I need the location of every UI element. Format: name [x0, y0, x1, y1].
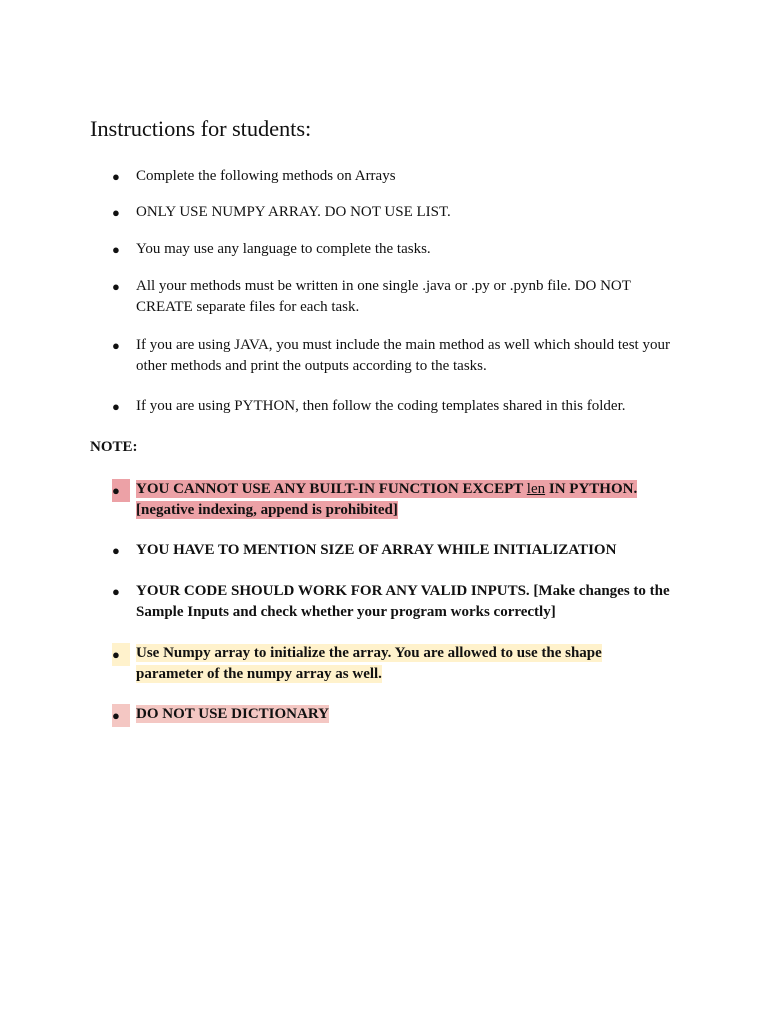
bullet-icon: ● — [112, 169, 120, 184]
list-item — [112, 479, 672, 521]
bullet-icon: ● — [112, 399, 120, 414]
list-item — [112, 704, 672, 725]
note-numpy — [136, 643, 672, 685]
instruction-text: If you are using JAVA, you must include the main method as well which should test your other methods and print the outputs according to the tasks. — [136, 337, 670, 374]
highlight-pink: DO NOT USE DICTIONARY — [136, 706, 329, 722]
bullet-icon: ● — [112, 543, 120, 558]
list-item — [112, 202, 672, 223]
note-builtin-keyword: len — [526, 481, 546, 497]
bullet-icon: ● — [112, 242, 120, 257]
list-item — [112, 276, 672, 318]
list-item — [112, 396, 672, 417]
highlight-red — [136, 480, 637, 519]
note-builtin-functions — [136, 479, 672, 521]
highlight-yellow: Use Numpy array to initialize the array. You are allowed to use the shape parameter of the numpy array as well. — [136, 645, 602, 682]
instruction-text: Complete the following methods on Arrays — [136, 168, 396, 184]
list-item — [112, 239, 672, 260]
bullet-icon: ● — [112, 205, 120, 220]
list-item — [112, 581, 672, 623]
list-item — [112, 643, 672, 685]
page-title: Instructions for students: — [90, 116, 312, 141]
note-valid-inputs: YOUR CODE SHOULD WORK FOR ANY VALID INPUTS. [Make changes to the Sample Inputs and check whether your program works correctly] — [136, 583, 670, 620]
instruction-text: You may use any language to complete the tasks. — [136, 241, 431, 257]
note-heading: NOTE: — [90, 439, 138, 455]
bullet-icon: ● — [112, 338, 120, 353]
instruction-text: If you are using PYTHON, then follow the coding templates shared in this folder. — [136, 398, 626, 414]
bullet-icon: ● — [112, 643, 130, 666]
note-dictionary — [136, 704, 672, 725]
bullet-icon: ● — [112, 479, 130, 502]
instruction-text: All your methods must be written in one single .java or .py or .pynb file. DO NOT CREATE separate files for each task. — [136, 278, 631, 315]
list-item — [112, 166, 672, 187]
bullet-icon: ● — [112, 279, 120, 294]
bullet-icon: ● — [112, 704, 130, 727]
note-builtin-suffix: IN PYTHON. [negative indexing, append is prohibited] — [136, 481, 638, 518]
list-item — [112, 540, 672, 561]
note-builtin-prefix: YOU CANNOT USE ANY BUILT-IN FUNCTION EXCEPT — [136, 481, 527, 497]
note-array-size: YOU HAVE TO MENTION SIZE OF ARRAY WHILE INITIALIZATION — [136, 542, 617, 558]
list-item — [112, 335, 672, 377]
bullet-icon: ● — [112, 584, 120, 599]
instruction-text: ONLY USE NUMPY ARRAY. DO NOT USE LIST. — [136, 204, 451, 220]
